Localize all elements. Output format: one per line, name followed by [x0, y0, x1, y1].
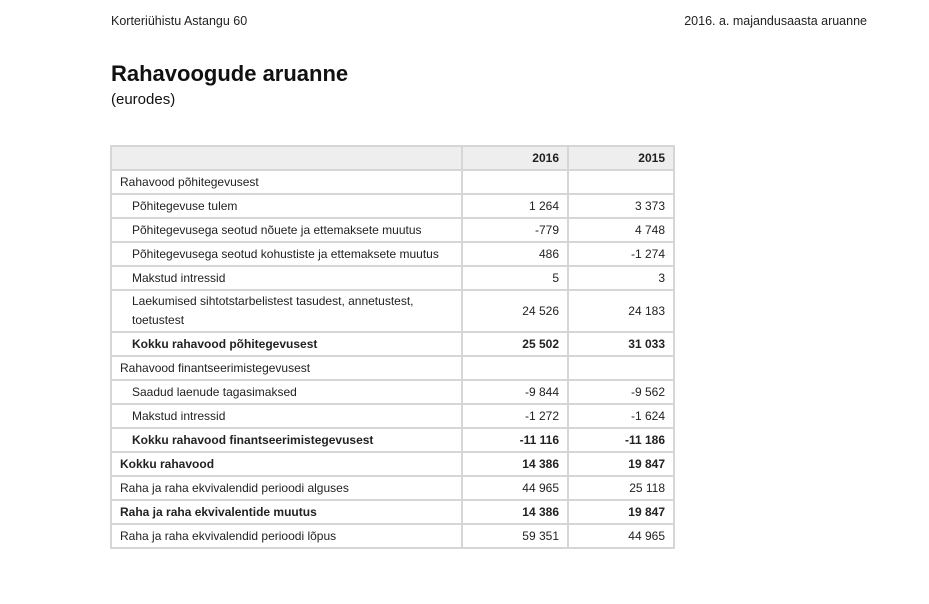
row-label: Makstud intressid — [111, 404, 462, 428]
table-row — [111, 218, 674, 242]
row-label: Raha ja raha ekvivalendid perioodi alguses — [111, 476, 462, 500]
row-label: Raha ja raha ekvivalendid perioodi lõpus — [111, 524, 462, 548]
table-row — [111, 428, 674, 452]
value-2016: -9 844 — [462, 380, 568, 404]
table-body — [111, 170, 674, 548]
table-row — [111, 380, 674, 404]
column-header-2015: 2015 — [568, 146, 674, 170]
table-row — [111, 242, 674, 266]
value-2016: 25 502 — [462, 332, 568, 356]
value-2016: -779 — [462, 218, 568, 242]
value-2015: 3 — [568, 266, 674, 290]
row-label: Põhitegevuse tulem — [111, 194, 462, 218]
value-2016: 5 — [462, 266, 568, 290]
value-2016: -11 116 — [462, 428, 568, 452]
value-2016: 44 965 — [462, 476, 568, 500]
column-header-2016: 2016 — [462, 146, 568, 170]
value-2015: 31 033 — [568, 332, 674, 356]
row-label: Põhitegevusega seotud kohustiste ja ettemaksete muutus — [111, 242, 462, 266]
value-2016: -1 272 — [462, 404, 568, 428]
table-row — [111, 266, 674, 290]
table-row — [111, 452, 674, 476]
value-2016: 14 386 — [462, 452, 568, 476]
table-row — [111, 524, 674, 548]
value-2015: 25 118 — [568, 476, 674, 500]
value-2016: 486 — [462, 242, 568, 266]
value-2015: 4 748 — [568, 218, 674, 242]
value-2015: 3 373 — [568, 194, 674, 218]
row-label: Rahavood põhitegevusest — [111, 170, 462, 194]
table-row — [111, 356, 674, 380]
value-2015: 19 847 — [568, 500, 674, 524]
report-title: 2016. a. majandusaasta aruanne — [684, 14, 867, 28]
value-2015 — [568, 356, 674, 380]
value-2015 — [568, 170, 674, 194]
value-2016: 14 386 — [462, 500, 568, 524]
value-2015: -9 562 — [568, 380, 674, 404]
row-label: Saadud laenude tagasimaksed — [111, 380, 462, 404]
value-2015: -1 624 — [568, 404, 674, 428]
value-2016: 1 264 — [462, 194, 568, 218]
table-row — [111, 170, 674, 194]
value-2016: 59 351 — [462, 524, 568, 548]
row-label: Põhitegevusega seotud nõuete ja ettemaksete muutus — [111, 218, 462, 242]
value-2015: 19 847 — [568, 452, 674, 476]
value-2016 — [462, 356, 568, 380]
organization-name: Korteriühistu Astangu 60 — [111, 14, 248, 28]
cash-flow-table — [110, 145, 675, 549]
row-label: Laekumised sihtotstarbelistest tasudest, annetustest, toetustest — [111, 290, 462, 332]
row-label: Kokku rahavood põhitegevusest — [111, 332, 462, 356]
value-2016: 24 526 — [462, 290, 568, 332]
row-label: Rahavood finantseerimistegevusest — [111, 356, 462, 380]
row-label: Makstud intressid — [111, 266, 462, 290]
page-subtitle: (eurodes) — [111, 91, 176, 108]
value-2015: 24 183 — [568, 290, 674, 332]
table-row — [111, 194, 674, 218]
value-2015: -11 186 — [568, 428, 674, 452]
value-2015: 44 965 — [568, 524, 674, 548]
table-row — [111, 500, 674, 524]
value-2016 — [462, 170, 568, 194]
value-2015: -1 274 — [568, 242, 674, 266]
table-row — [111, 476, 674, 500]
row-label: Kokku rahavood — [111, 452, 462, 476]
page-title: Rahavoogude aruanne — [111, 61, 349, 86]
column-header-label — [111, 146, 462, 170]
row-label: Kokku rahavood finantseerimistegevusest — [111, 428, 462, 452]
table-row — [111, 290, 674, 332]
row-label: Raha ja raha ekvivalentide muutus — [111, 500, 462, 524]
table-row — [111, 404, 674, 428]
table-row — [111, 332, 674, 356]
table-header-row — [111, 146, 674, 170]
